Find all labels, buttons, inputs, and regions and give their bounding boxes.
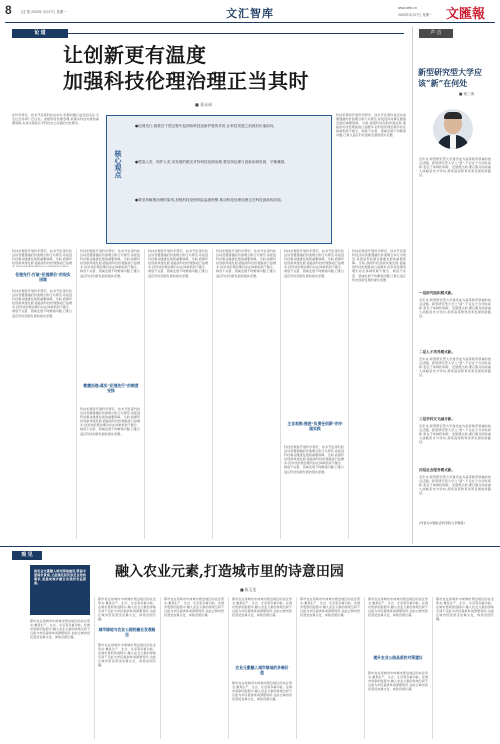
- body-column: 都市农业是城市中或城市周边地区的农业形态,兼具生产、生态、生活等多重功能。在城市更新的进程中,融入农业元素的绿地空间不仅能为市民提供休闲游憩场所,也能让城市居民感受农耕文化、体验田园乐趣。: [98, 643, 156, 668]
- sidebar-subhead: 四是社会服务模式新。: [419, 468, 455, 472]
- sidebar-title: 新型研究型大学应该“新”在何处: [418, 67, 482, 88]
- body-text: 科技伦理是开展科学研究、技术开发等科技活动需要遵循的价值理念和行为规范,是促进科技事业健康发展的重要保障。当前,我国科技创新快速发展,面临的科技伦理挑战日益增多,但科技伦理治理仍存在体制机制不健全、制度不完善、领域发展不均衡等问题,已难以适应科技创新发展的现实需要。: [336, 113, 406, 138]
- body-column: 都市农业是城市中或城市周边地区的农业形态,兼具生产、生态、生活等多重功能。在城市更新的进程中,融入农业元素的绿地空间不仅能为市民提供休闲游憩场所,也能让城市居民感受农耕文化、体验田园乐趣。: [436, 597, 494, 622]
- article-title-line1: 让创新更有温度: [63, 43, 207, 67]
- core-point: ●塑造人类、保护人类,用发展的眼光对待科技伦理治理,要坚持伦理与创新协调发展、平衡兼顾。: [135, 160, 288, 164]
- subhead: 敏捷治理:落实“伦理先行”的制度安排: [83, 383, 139, 393]
- body-column: 都市农业是城市中或城市周边地区的农业形态,兼具生产、生态、生活等多重功能。在城市更新的进程中,融入农业元素的绿地空间不仅能为市民提供休闲游憩场所,也能让城市居民感受农耕文化、体验田园乐趣。: [368, 597, 428, 618]
- subhead: 城市绿地与农业公园的融合发展路径: [98, 627, 156, 637]
- body-column: 科技伦理是开展科学研究、技术开发等科技活动需要遵循的价值理念和行为规范,是促进科技事业健康发展的重要保障。当前,我国科技创新快速发展,面临的科技伦理挑战日益增多,但科技伦理治理仍存在体制机制不健全、制度不完善、领域发展不均衡等问题,已难以适应科技创新发展的现实需要。: [148, 249, 208, 278]
- sidebar-article: [412, 27, 497, 544]
- sidebar-text: 近年来,新型研究型大学建设成为高等教育领域的热点话题。新型研究型大学之“新”,不仅在于办学时间新,更在于体制机制新、发展理念新,要以服务国家重大战略需求为导向,探索高等教育改革发展的新路径。: [419, 157, 491, 178]
- core-label: 核心观点: [114, 150, 123, 178]
- column-divider: [228, 597, 229, 739]
- body-column: 都市农业是城市中或城市周边地区的农业形态,兼具生产、生态、生活等多重功能。在城市更新的进程中,融入农业元素的绿地空间不仅能为市民提供休闲游憩场所,也能让城市居民感受农耕文化、体验田园乐趣。: [164, 597, 224, 618]
- masthead-date: 2023年3月27日 星期一: [398, 13, 433, 17]
- body-column: 科技伦理是开展科学研究、技术开发等科技活动需要遵循的价值理念和行为规范,是促进科技事业健康发展的重要保障。当前,我国科技创新快速发展,面临的科技伦理挑战日益增: [12, 249, 72, 266]
- sidebar-subhead: 二是人才培养模式新。: [419, 350, 455, 354]
- article-title-line2: 加强科技伦理治理正当其时: [63, 69, 309, 93]
- body-column: 科技伦理是开展科学研究、技术开发等科技活动需要遵循的价值理念和行为规范,是促进科技事业健康发展的重要保障。当前,我国科技创新快速发展,面临的科技伦理挑战日益增多,但科技伦理治理仍存在体制机制不健全、制度不完善、领域发展不均衡等问题,已难以适应科技创新发展的现实需要。: [12, 289, 72, 318]
- page-number: 8: [5, 3, 12, 17]
- lead-box: [30, 565, 90, 615]
- header-rule: [68, 33, 404, 34]
- column-divider: [94, 597, 95, 739]
- sidebar-footnote: (作者为中国社会科学院大学教授): [419, 521, 465, 525]
- column-divider: [348, 249, 349, 539]
- article-tag: 论 道: [12, 29, 68, 38]
- body-column: 科技伦理是开展科学研究、技术开发等科技活动需要遵循的价值理念和行为规范,是促进科技事业健康发展的重要保障。当前,我国科技创新快速发展,面临的科技伦理挑战日益增多,但科技伦理治理仍存在体制机制不健全、制度不完善、领域发展不均衡等问题,已难以适应科技创新发展的现实需要。: [352, 249, 406, 282]
- subhead: 伦理先行:打破“伦理滞后”的现实困境: [15, 272, 71, 282]
- article-title: 融入农业元素,打造城市里的诗意田园: [115, 564, 344, 580]
- body-column: 都市农业是城市中或城市周边地区的农业形态,兼具生产、生态、生活等多重功能。在城市更新的进程中,融入农业元素的绿地空间不仅能为市民提供休闲游憩场所,也能让城市居民感受农耕文化、体验田园乐趣。: [368, 671, 428, 692]
- column-divider: [144, 249, 145, 539]
- body-column: 科技伦理是开展科学研究、技术开发等科技活动需要遵循的价值理念和行为规范,是促进科技事业健康发展的重要保障。当前,我国科技创新快速发展,面临的科技伦理挑战日益增多,但科技伦理治理仍存在体制机制不健全、制度不完善、领域发展不均衡等问题,已难以适应科技创新发展的现实需要。: [216, 249, 276, 278]
- core-point: ●要坚持敏捷治理的原则,加强科技伦理风险监测预警,推动科技伦理治理走在科技创新的前面。: [135, 198, 285, 202]
- article-byline: ■ 张永成: [195, 102, 213, 107]
- column-divider: [280, 249, 281, 539]
- body-column: 都市农业是城市中或城市周边地区的农业形态,兼具生产、生态、生活等多重功能。在城市更新的进程中,融入农业元素的绿地空间不仅能为市民提供休闲游憩场所,也能让城市居民感受农耕文化、体验田园乐趣。: [300, 597, 360, 618]
- author-avatar: [433, 109, 473, 149]
- sidebar-text: 近年来,新型研究型大学建设成为高等教育领域的热点话题。新型研究型大学之“新”,不仅在于办学时间新,更在于体制机制新、发展理念新,要以服务国家重大战略需求为导向,探索高等教育改革发展的新路径。: [419, 357, 491, 378]
- body-column: 科技伦理是开展科学研究、技术开发等科技活动需要遵循的价值理念和行为规范,是促进科技事业健康发展的重要保障。当前,我国科技创新快速发展,面临的科技伦理挑战日益增多,但科技伦理治理仍存在体制机制不健全、制度不完善、领域发展不均衡等问题,已难以适应科技创新发展的现实需要。: [284, 249, 344, 278]
- masthead-brand: 文汇报 2023年 3月27日 星期一: [20, 10, 67, 14]
- body-column: 都市农业是城市中或城市周边地区的农业形态,兼具生产、生态、生活等多重功能。在城市更新的进程中,融入农业元素的绿地空间不仅能为市民提供休闲游憩场所,也能让城市居民感受农耕文化、体验田园乐趣。: [98, 597, 156, 622]
- article-byline: ■ 陈玉龙: [240, 587, 257, 592]
- body-column: 都市农业是城市中或城市周边地区的农业形态,兼具生产、生态、生活等多重功能。在城市更新的进程中,融入农业元素的绿地空间不仅能为市民提供休闲游憩场所,也能让城市居民感受农耕文化、体验田园乐趣。: [232, 597, 292, 618]
- newspaper-logo: 文匯報: [446, 6, 486, 21]
- sidebar-byline: ■ 蒋三庚: [459, 92, 475, 96]
- sidebar-text: 近年来,新型研究型大学建设成为高等教育领域的热点话题。新型研究型大学之“新”,不仅在于办学时间新,更在于体制机制新、发展理念新,要以服务国家重大战略需求为导向,探索高等教育改革发展的新路径。: [419, 475, 491, 496]
- core-viewpoint-box: [106, 115, 332, 244]
- section-title: 文汇智库: [226, 8, 274, 20]
- subhead: 提升农业公园品质的对策建议: [373, 655, 423, 660]
- sidebar-text: 近年来,新型研究型大学建设成为高等教育领域的热点话题。新型研究型大学之“新”,不仅在于办学时间新,更在于体制机制新、发展理念新,要以服务国家重大战略需求为导向,探索高等教育改革发展的新路径。: [419, 298, 491, 319]
- sidebar-subhead: 三是学科交叉融合新。: [419, 417, 455, 421]
- left-intro-text: 在科学研究、技术开发等科技活动中,伦理问题日益受到关注,引发社会各界广泛讨论。加强科技伦理治理,是推动科技向善的重要保障,也是实现高水平科技自立自强的内在要求。: [12, 113, 99, 126]
- column-divider: [76, 249, 77, 539]
- body-column: 科技伦理是开展科学研究、技术开发等科技活动需要遵循的价值理念和行为规范,是促进科技事业健康发展的重要保障。当前,我国科技创新快速发展,面临的科技伦理挑战日益增多,但科技伦理治理仍存在体制机制不健全、制度不完善、领域发展不均衡等问题,已难以适应科技创新发展的现实需要。: [284, 445, 344, 474]
- column-divider: [432, 597, 433, 739]
- bottom-article: [0, 546, 500, 744]
- body-column: 科技伦理是开展科学研究、技术开发等科技活动需要遵循的价值理念和行为规范,是促进科技事业健康发展的重要保障。当前,我国科技创新快速发展,面临的科技伦理挑战日益增多,但科技伦理治理仍存在体制机制不健全、制度不完善、领域发展不均衡等问题,已难以适应科技创新发展的现实需要。: [80, 249, 140, 278]
- column-divider: [160, 597, 161, 739]
- sidebar-tag: 声 音: [419, 29, 453, 38]
- body-column: 都市农业是城市中或城市周边地区的农业形态,兼具生产、生态、生活等多重功能。在城市更新的进程中,融入农业元素的绿地空间不仅能为市民提供休闲游憩场所,也能让城市居民感受农耕文化、体验田园乐趣。: [30, 619, 90, 640]
- sidebar-subhead: 一是研究组织模式新。: [419, 291, 455, 295]
- masthead-url: www.whb.cn: [398, 6, 417, 10]
- core-point: ●伦理先行,就要在干预过程中起到给科技创新护航的作用,让科技发展之前就有价值取向。: [135, 124, 277, 128]
- column-divider: [212, 249, 213, 539]
- lead-text: 将农业元素融入城市绿地建设,既能丰富城市景观,又能满足居民亲近自然的需求,是推动城乡融合发展的有益探索。: [34, 569, 86, 586]
- body-column: 都市农业是城市中或城市周边地区的农业形态,兼具生产、生态、生活等多重功能。在城市更新的进程中,融入农业元素的绿地空间不仅能为市民提供休闲游憩场所,也能让城市居民感受农耕文化、体验田园乐趣。: [232, 681, 292, 702]
- subhead: 农业元素融入城市绿地的多维价值: [235, 665, 289, 675]
- column-divider: [296, 597, 297, 739]
- article-tag: 观 见: [12, 551, 42, 560]
- masthead: [0, 0, 500, 26]
- body-column: 科技伦理是开展科学研究、技术开发等科技活动需要遵循的价值理念和行为规范,是促进科技事业健康发展的重要保障。当前,我国科技创新快速发展,面临的科技伦理挑战日益增多,但科技伦理治理仍存在体制机制不健全、制度不完善、领域发展不均衡等问题,已难以适应科技创新发展的现实需要。: [80, 407, 140, 436]
- masthead-rule: [5, 22, 495, 23]
- subhead: 主旨观照:推进“负责任创新”的中国实践: [287, 421, 343, 431]
- sidebar-text: 近年来,新型研究型大学建设成为高等教育领域的热点话题。新型研究型大学之“新”,不仅在于办学时间新,更在于体制机制新、发展理念新,要以服务国家重大战略需求为导向,探索高等教育改革发展的新路径。: [419, 424, 491, 445]
- column-divider: [364, 597, 365, 739]
